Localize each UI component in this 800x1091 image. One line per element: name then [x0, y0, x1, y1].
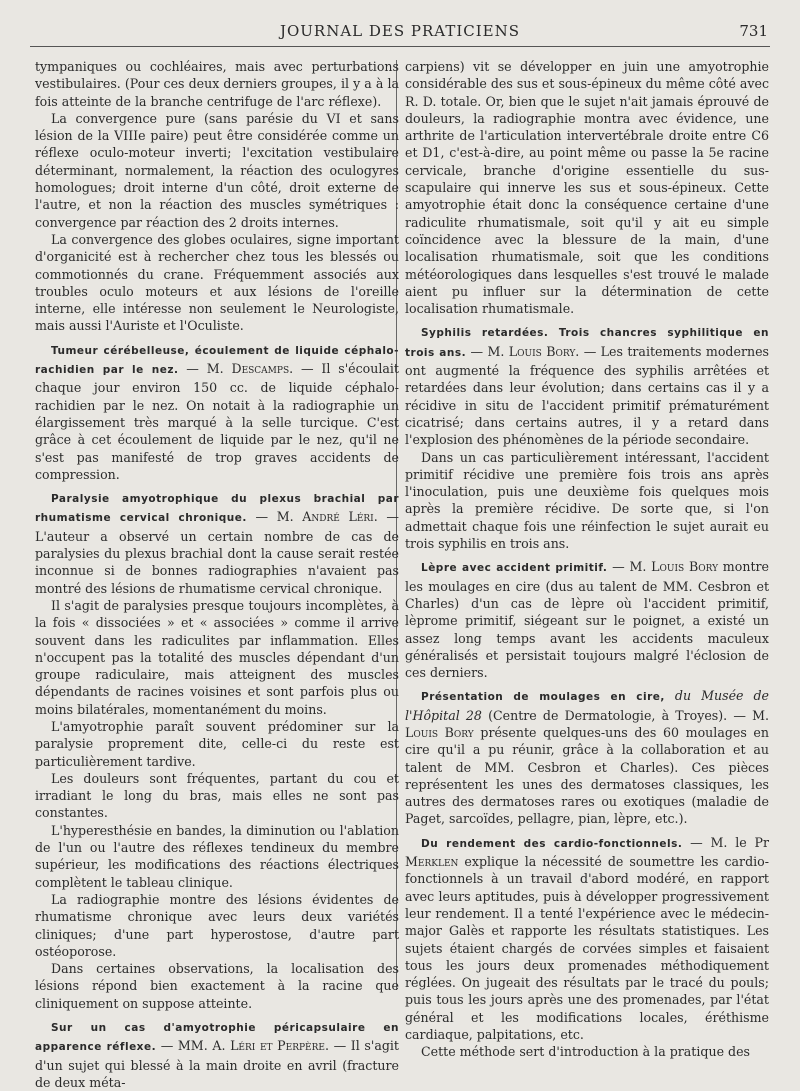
author: A. Léri et Perpère	[212, 1038, 325, 1054]
section-text: présente quelques-uns des 60 moulages en cire qu'il a pu réunir, grâce à la collaboration et au talent de MM. Cesbron et Charles). Ces pièces représentent les unes des dermatoses classiques, les autres des dermatoses rares ou exotiques (maladie de Paget, sarcoïdes, pellagre, pian, lèpre, etc.).	[405, 724, 769, 827]
section-text: explique la nécessité de soumettre les cardio-fonctionnels à un travail d'abord modéré, en rapport avec leurs aptitudes, puis à développer progressivement leur rendement. Il a tenté l'expérience avec le médecin-major Galès et rapporte les résultats statistiques. Les sujets étaient chargés de corvées simples et faisaient tous les jours deux promenades méthodiquement réglées. On jugeait des résultats par le tracé du pouls; puis tous les jours après une des promenades, par l'état général et les modifications locales, éréthisme cardiaque, palpitations, etc.	[405, 854, 769, 1043]
section-title: Du rendement des cardio-fonctionnels.	[421, 837, 683, 850]
section-text: . — Il s'agit d'un sujet qui blessé à la main droite en avril (fracture de deux méta-	[35, 1038, 399, 1090]
section-text: . — L'auteur a observé un certain nombre de cas de paralysies du plexus brachial dont la cause serait restée inconnue si de bonnes radiographies n'avaient pas montré des lésions de rhumatisme cervical chronique.	[35, 509, 399, 596]
section-text: . — Les traitements modernes ont augmenté la fréquence des syphilis arrêtées et retardées dans leur évolution; dans certains cas il y a récidive in situ de l'accident primitif prématurément cicatrisé; dans certains autres, il y a retard dans l'explosion des phénomènes de la période secondaire.	[405, 343, 769, 448]
section-text: montre les moulages en cire (dus au talent de MM. Cesbron et Charles) d'un cas de lèpre où l'accident primitif, lèprome primitif, siégeant sur le poignet, a existé un assez long temps avant les accidents maculeux généralisés et persistait toujours malgré l'éclosion de ces derniers.	[405, 559, 769, 681]
section-paralysie	[35, 489, 399, 597]
paragraph: Dans certaines observations, la localisation des lésions répond bien exactement à la racine que cliniquement on suppose atteinte.	[35, 961, 399, 1011]
section-syphilis	[405, 323, 769, 448]
paragraph: Il s'agit de paralysies presque toujours incomplètes, à la fois « dissociées » et « associées » comme il arrive souvent dans les radiculites par inflammation. Elles n'occupent pas la totalité des muscles dépendant d'un groupe radiculaire, mais atteignent des muscles dépendants de racines voisines et sont parfois plus ou moins bilatérales, momentanément du moins.	[35, 597, 399, 717]
separator: — M.	[178, 361, 232, 377]
section-title: Paralysie amyotrophique du plexus brachial par rhumatisme cervical chronique.	[35, 493, 399, 525]
author: André Léri	[302, 509, 374, 525]
page-header	[30, 18, 770, 47]
paragraph: Les douleurs sont fréquentes, partant du cou et irradiant le long du bras, mais elles ne sont pas constantes.	[35, 770, 399, 821]
section-text: (Centre de Dermatologie, à Troyes). — M.	[481, 707, 769, 723]
paragraph: Dans un cas particulièrement intéressant, l'accident primitif récidive une première fois trois ans après l'inoculation, puis une deuxième fois quelques mois après la première récidive. De sorte que, si l'on admettait chaque fois une réinfection le sujet aurait eu trois syphilis en trois ans.	[405, 449, 769, 552]
separator: — MM.	[156, 1038, 213, 1054]
paragraph: La convergence des globes oculaires, signe important d'organicité est à rechercher chez tous les blessés ou commotionnés du crane. Fréquemment associés aux troubles oculo moteurs et aux lésions de l'oreille interne, elle intéresse non seulement le Neurologiste, mais aussi l'Auriste et l'Oculiste.	[35, 231, 399, 334]
section-title: Sur un cas d'amyotrophie péricapsulaire en apparence réflexe.	[35, 1022, 399, 1054]
author: Merklen	[405, 854, 459, 870]
section-title: Syphilis retardées. Trois chancres syphilitique en trois ans.	[405, 327, 769, 359]
paragraph: carpiens) vit se développer en juin une amyotrophie considérable des sus et sous-épineux du même côté avec R. D. totale. Or, bien que le sujet n'ait jamais éprouvé de douleurs, la radiographie montra avec évidence, une arthrite de l'articulation intervertébrale droite entre C6 et D1, c'est-à-dire, au point même ou passe la 5e racine cervicale, branche d'origine essentielle du sus-scapulaire qui innerve les sus et sous-épineux. Cette amyotrophie était donc la conséquence certaine d'une radiculite rhumatismale, soit qu'il y ait eu simple coïncidence avec la blessure de la main, d'une localisation rhumatismale, soit que les conditions météorologiques dans lesquelles s'est trouvé le malade aient pu influer sur la détermination de cette localisation rhumatismale.	[405, 59, 769, 317]
paragraph: La convergence pure (sans parésie du VI et sans lésion de la VIIIe paire) peut être considérée comme un réflexe oculo-moteur inverti; l'excitation vestibulaire déterminant, normalement, la réaction des oculogyres homologues; droit interne d'un côté, droit externe de l'autre, et non la réaction des muscles symétriques : convergence par réaction des 2 droits internes.	[35, 110, 399, 230]
right-column	[405, 58, 769, 1061]
author: Descamps	[231, 361, 290, 377]
museum-name: du Musée de l'Hôpital 28	[405, 688, 769, 723]
paragraph: Cette méthode sert d'introduction à la pratique des	[421, 1044, 751, 1060]
author: Louis Bory	[651, 559, 719, 575]
section-tumeur	[35, 341, 399, 483]
section-moulages	[405, 687, 769, 827]
page-number: 731	[739, 22, 768, 40]
section-text: . — Il s'écoulait chaque jour environ 150 cc. de liquide céphalo-rachidien par le nez. On notait à la radiographie un élargissement très marqué à la selle turcique. C'est grâce à cet écoulement de liquide par le nez, qu'il ne s'est pas manifesté de trop graves accidents de compression.	[35, 361, 399, 482]
section-title: Lèpre avec accident primitif.	[421, 562, 608, 575]
paragraph: La radiographie montre des lésions évidentes de rhumatisme chronique avec leurs deux variétés cliniques; d'une part hyperostose, d'autre part ostéoporose.	[35, 891, 399, 959]
author: Louis Bory	[508, 343, 576, 359]
paragraph: L'amyotrophie paraît souvent prédominer sur la paralysie proprement dite, celle-ci du reste est particulièrement tardive.	[35, 718, 399, 769]
paragraph: L'hyperesthésie en bandes, la diminution ou l'ablation de l'un ou l'autre des réflexes tendineux du membre supérieur, les modifications des réactions électriques complètent le tableau clinique.	[35, 822, 399, 890]
separator: — M.	[246, 509, 303, 525]
journal-title: JOURNAL DES PRATICIENS	[279, 22, 521, 40]
section-cardio	[405, 834, 769, 1044]
section-title: Tumeur cérébelleuse, écoulement de liquide céphalo-rachidien par le nez.	[35, 344, 399, 377]
author: Louis Bory	[405, 724, 474, 740]
paragraph: tympaniques ou cochléaires, mais avec perturbations vestibulaires. (Pour ces deux derniers groupes, il y a à la fois atteinte de la branche centrifuge de l'arc réflexe).	[35, 59, 399, 109]
left-column	[35, 58, 399, 1091]
separator: — M.	[466, 343, 509, 359]
separator: — M.	[607, 559, 652, 575]
section-lepre	[405, 558, 769, 681]
section-title: Présentation de moulages en cire,	[421, 691, 665, 704]
separator: — M. le Pr	[682, 834, 769, 850]
